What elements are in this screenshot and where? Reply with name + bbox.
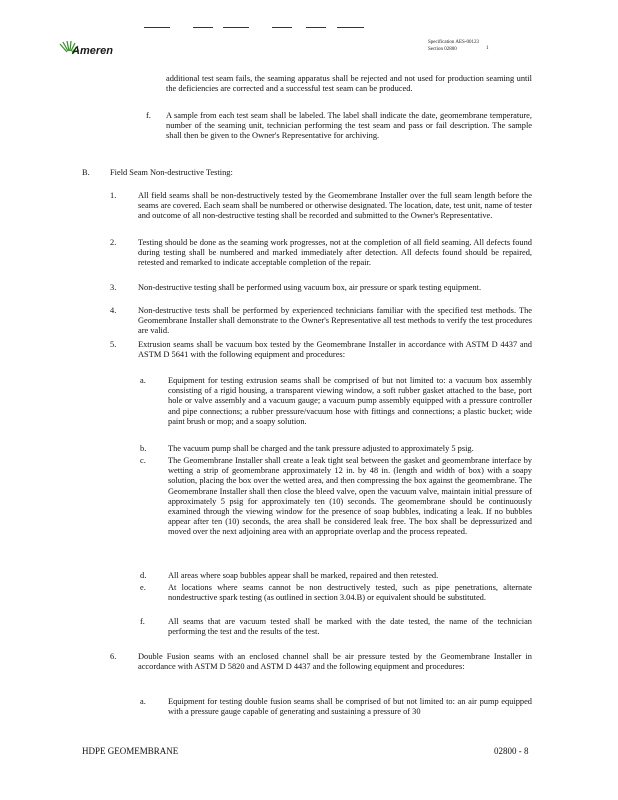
spec-number: Specification AES-00123 [428,40,479,45]
sub6-a-label: a. [140,697,146,706]
sub5-c-label: c. [140,456,146,465]
header-rule-1 [144,27,170,28]
logo-wordmark: Ameren [72,45,113,57]
header-rule-4 [272,27,292,28]
continued-paragraph: additional test seam fails, the seaming apparatus shall be rejected and not used for production seaming until the deficiencies are corrected and a successful test seam can be produced. [166,74,532,94]
sub5-e-label: e. [140,583,146,592]
section-b-label: B. [82,168,90,177]
spec-section: Section 02800 [428,46,457,52]
sub5-a-label: a. [140,376,146,385]
item-f-text: A sample from each test seam shall be labeled. The label shall indicate the date, geomembrane temperature, number of the seaming unit, technician performing the test seam and pass or fail description. The sample shall then be given to the Owner's Representative for archiving. [166,111,532,141]
sub6-a-text: Equipment for testing double fusion seams shall be comprised of but not limited to: an air pump equipped with a pressure gauge capable of generating and sustaining a pressure of 30 [168,697,532,717]
sub5-b-text: The vacuum pump shall be charged and the tank pressure adjusted to approximately 5 psig. [168,444,474,453]
section-b-title: Field Seam Non-destructive Testing: [110,168,233,177]
item-5-text: Extrusion seams shall be vacuum box tested by the Geomembrane Installer in accordance with ASTM D 4437 and ASTM D 5641 with the following equipment and procedures: [138,340,532,360]
footer-title: HDPE GEOMEMBRANE [82,746,179,756]
item-2-text: Testing should be done as the seaming work progresses, not at the completion of all field seaming. All defects found during testing shall be numbered and marked immediately after detection. All defects found should be repaired, retested and remarked to indicate acceptable completion of the repair. [138,238,532,268]
header-rule-3 [223,27,249,28]
header-rule-2 [193,27,213,28]
sub5-c-text: The Geomembrane Installer shall create a leak tight seal between the gasket and geomembrane interface by wetting a strip of geomembrane approximately 12 in. by 48 in. (length and width of box) with a soapy solution, placing the box over the wetted area, and then compressing the box against the geomembrane. The Geomembrane Installer shall then close the bleed valve, open the vacuum valve, maintain initial pressure of approximately 5 psig for approximately ten (10) seconds. The geomembrane should be continuously examined through the viewing window for the presence of soap bubbles, indicating a leak. If no bubbles appear after ten (10) seconds, the area shall be considered leak free. The box shall be depressurized and moved over the next adjoining area with an appropriate overlap and the process repeated. [168,456,532,537]
item-1-text: All field seams shall be non-destructively tested by the Geomembrane Installer over the full seam length before the seams are covered. Each seam shall be numbered or otherwise designated. The location, date, test unit, name of tester and outcome of all non-destructive testing shall be recorded and submitted to the Owner's Representative. [138,191,532,221]
sub5-b-label: b. [140,444,147,453]
item-6-label: 6. [110,652,117,661]
spec-page: 1 [486,46,489,51]
item-1-label: 1. [110,191,117,200]
item-3-label: 3. [110,283,117,292]
sub5-f-label: f. [140,617,145,626]
sub5-e-text: At locations where seams cannot be non destructively tested, such as pipe penetrations, alternate nondestructive spark testing (as outlined in section 3.04.B) or equivalent should be substituted. [168,583,532,603]
sub5-a-text: Equipment for testing extrusion seams shall be comprised of but not limited to: a vacuum box assembly consisting of a rigid housing, a transparent viewing window, a soft rubber gasket attached to the base, port hole or valve assembly and a vacuum gauge; a vacuum pump assembly equipped with a pressure controller and pipe connections; a rubber pressure/vacuum hose with fittings and connections; a plastic bucket; wide paint brush or mop; and a soapy solution. [168,376,532,426]
item-2-label: 2. [110,238,117,247]
header-rule-6 [337,27,364,28]
spec-block [428,40,489,53]
item-f-label: f. [146,111,151,120]
item-4-label: 4. [110,306,117,315]
item-3-text: Non-destructive testing shall be performed using vacuum box, air pressure or spark testing equipment. [138,283,482,292]
footer-page-number: 02800 - 8 [494,746,529,756]
item-5-label: 5. [110,340,117,349]
sub5-d-text: All areas where soap bubbles appear shall be marked, repaired and then retested. [168,571,439,580]
sub5-f-text: All seams that are vacuum tested shall be marked with the date tested, the name of the technician performing the test and the results of the test. [168,617,532,637]
sub5-d-label: d. [140,571,147,580]
item-6-text: Double Fusion seams with an enclosed channel shall be air pressure tested by the Geomembrane Installer in accordance with ASTM D 5820 and ASTM D 4437 and the following equipment and procedures: [138,652,532,672]
item-4-text: Non-destructive tests shall be performed by experienced technicians familiar with the specified test methods. The Geomembrane Installer shall demonstrate to the Owner's Representative all test methods to verify the test procedures are valid. [138,306,532,336]
header-rule-5 [306,27,326,28]
